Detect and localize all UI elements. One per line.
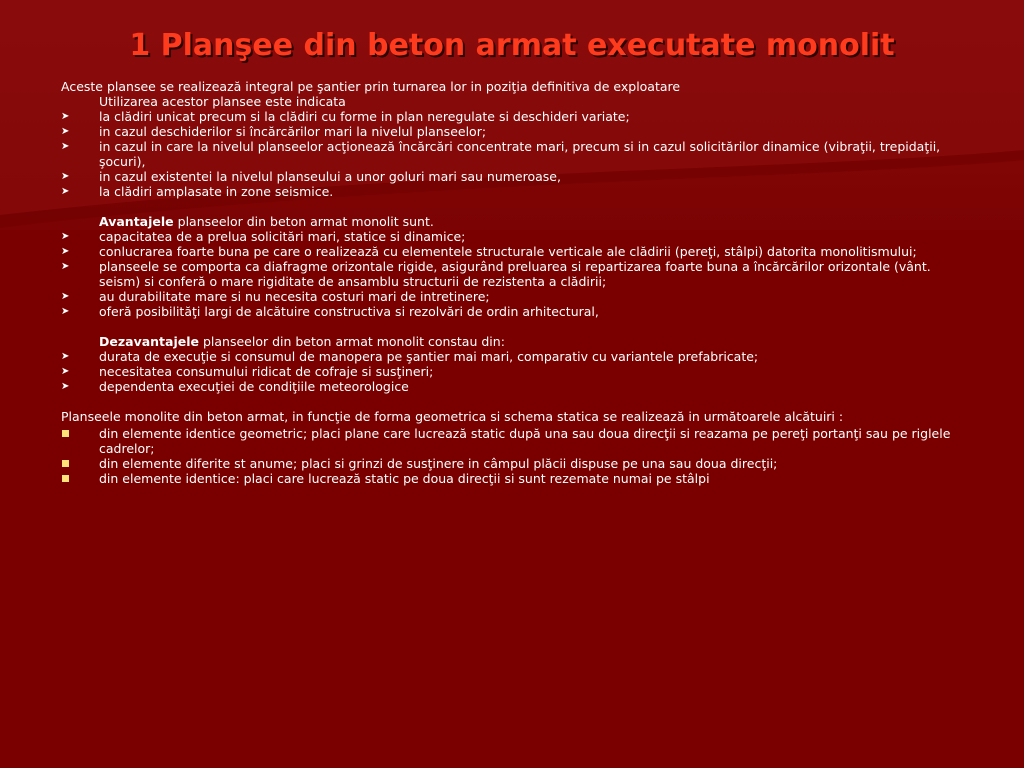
forms-intro: Planseele monolite din beton armat, in funcţie de forma geometrica si schema statica se realizează in următoarele alcătuiri : xyxy=(61,409,844,424)
arrow-bullet-icon: ➤ xyxy=(61,366,70,377)
arrow-bullet-icon: ➤ xyxy=(61,171,70,182)
square-bullet-icon xyxy=(62,475,69,482)
list-item: ➤ in cazul existentei la nivelul planseului a unor goluri mari sau numeroase, xyxy=(61,169,561,184)
arrow-bullet-icon: ➤ xyxy=(61,306,70,317)
square-bullet-icon xyxy=(62,460,69,467)
arrow-bullet-icon: ➤ xyxy=(61,186,70,197)
arrow-bullet-icon: ➤ xyxy=(61,126,70,137)
list-item: ➤ au durabilitate mare si nu necesita costuri mari de intretinere; xyxy=(61,289,490,304)
arrow-bullet-icon: ➤ xyxy=(61,141,70,152)
list-item: ➤ oferă posibilităţi largi de alcătuire constructiva si rezolvări de ordin arhitectural, xyxy=(61,304,599,319)
arrow-bullet-icon: ➤ xyxy=(61,291,70,302)
list-item: ➤ necesitatea consumului ridicat de cofraje si susţineri; xyxy=(61,364,434,379)
list-item: din elemente identice: placi care lucrează static pe doua direcţii si sunt rezemate numai pe stâlpi xyxy=(61,471,961,486)
disadvantages-heading: Dezavantajele planseelor din beton armat monolit constau din: xyxy=(99,334,505,349)
list-item: ➤ capacitatea de a prelua solicitări mari, statice si dinamice; xyxy=(61,229,466,244)
list-item: ➤ in cazul deschiderilor si încărcărilor mari la nivelul planseelor; xyxy=(61,124,487,139)
list-item: din elemente identice geometric; placi plane care lucrează static după una sau doua direcţii si reazama pe pereţi portanţi sau pe riglele cadrelor; xyxy=(61,426,961,456)
arrow-bullet-icon: ➤ xyxy=(61,231,70,242)
slide-content xyxy=(61,79,961,486)
list-item: ➤ planseele se comporta ca diafragme orizontale rigide, asigurând preluarea si repartizarea foarte buna a încărcărilor orizontale (vânt. seism) si conferă o mare rigiditate de ansamblu structurii de rezistenta a clădirii; xyxy=(61,259,931,289)
arrow-bullet-icon: ➤ xyxy=(61,261,70,272)
arrow-bullet-icon: ➤ xyxy=(61,111,70,122)
slide-title: 1 Planşee din beton armat executate monolit xyxy=(129,28,895,63)
usage-heading: Utilizarea acestor plansee este indicata xyxy=(99,94,346,109)
list-item: ➤ dependenta execuţiei de condiţiile meteorologice xyxy=(61,379,409,394)
arrow-bullet-icon: ➤ xyxy=(61,246,70,257)
list-item: ➤ durata de execuţie si consumul de manopera pe şantier mai mari, comparativ cu variantele prefabricate; xyxy=(61,349,759,364)
list-item: ➤ la clădiri amplasate in zone seismice. xyxy=(61,184,334,199)
list-item: din elemente diferite st anume; placi si grinzi de susţinere in câmpul plăcii dispuse pe una sau doua direcţii; xyxy=(61,456,961,471)
list-item: ➤ in cazul in care la nivelul planseelor acţionează încărcări concentrate mari, precum si in cazul solicitărilor dinamice (vibraţii, trepidaţii, şocuri), xyxy=(61,139,941,169)
list-item: ➤ conlucrarea foarte buna pe care o realizează cu elementele structurale verticale ale clădirii (pereţi, stâlpi) datorita monolitismului; xyxy=(61,244,917,259)
advantages-heading: Avantajele planseelor din beton armat monolit sunt. xyxy=(99,214,434,229)
list-item: ➤ la clădiri unicat precum si la clădiri cu forme in plan neregulate si deschideri variate; xyxy=(61,109,630,124)
square-bullet-icon xyxy=(62,430,69,437)
arrow-bullet-icon: ➤ xyxy=(61,351,70,362)
intro-text: Aceste plansee se realizează integral pe şantier prin turnarea lor in poziţia definitiva de exploatare xyxy=(61,79,681,94)
arrow-bullet-icon: ➤ xyxy=(61,381,70,392)
